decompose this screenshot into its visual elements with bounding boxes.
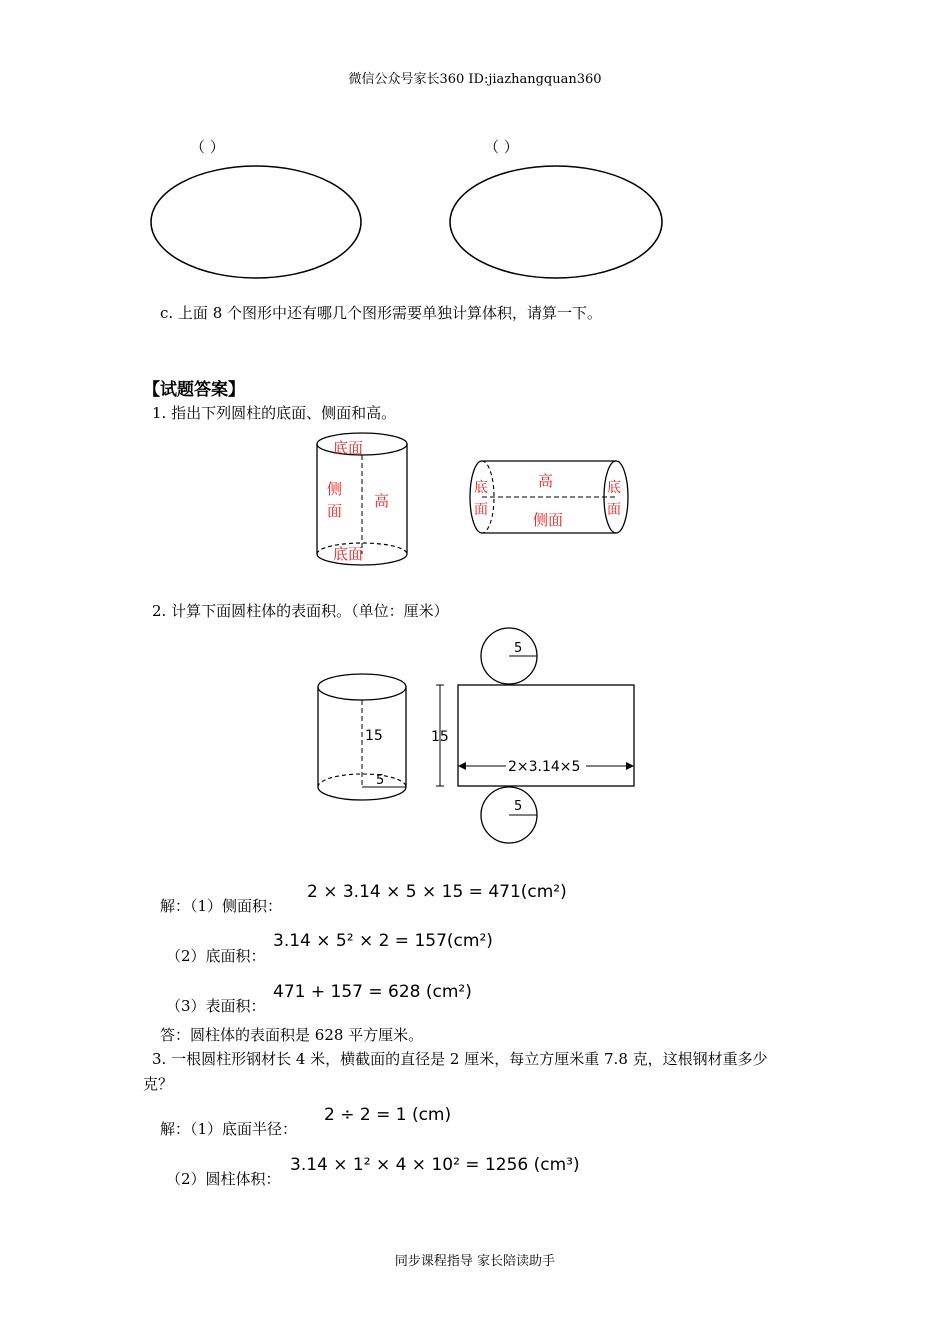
answers-title: 【试题答案】 (143, 380, 245, 400)
page-header: 微信公众号家长360 ID:jiazhangquan360 (348, 72, 602, 87)
oval-figures (150, 160, 670, 285)
oval-right (450, 166, 662, 278)
q3-text-line2: 克？ (143, 1075, 174, 1093)
label-left-base-2: 面 (474, 502, 488, 518)
net-height-label: 15 (431, 729, 449, 745)
q2-text: 2. 计算下面圆柱体的表面积。（单位：厘米） (152, 602, 449, 620)
blank-right: （ ） (484, 138, 519, 156)
oval-left (151, 166, 361, 278)
net-width-label: 2×3.14×5 (508, 759, 581, 775)
label-right-base-2: 面 (607, 502, 621, 518)
q2-step1-label: 解：（1）侧面积： (160, 897, 283, 915)
lying-cylinder-figure (468, 455, 638, 543)
q3-step2-formula: 3.14 × 1² × 4 × 10² = 1256 (cm³) (290, 1155, 580, 1175)
top-circle-radius: 5 (514, 641, 523, 656)
blank-left: （ ） (190, 138, 225, 156)
q2-step3-formula: 471 + 157 = 628 (cm²) (273, 982, 472, 1002)
label-lying-side: 侧面 (533, 511, 564, 529)
page-footer: 同步课程指导 家长陪读助手 (394, 1254, 556, 1269)
question-c: c. 上面 8 个图形中还有哪几个图形需要单独计算体积，请算一下。 (160, 304, 603, 322)
label-left-base-1: 底 (474, 480, 488, 496)
label-bottom: 底面 (333, 545, 364, 563)
q2-step1-formula: 2 × 3.14 × 5 × 15 = 471(cm²) (307, 882, 567, 902)
q3-step1-formula: 2 ÷ 2 = 1 (cm) (324, 1105, 452, 1125)
label-right-base-1: 底 (607, 480, 621, 496)
q1-text: 1. 指出下列圆柱的底面、侧面和高。 (152, 404, 397, 422)
label-top: 底面 (333, 439, 364, 457)
label-lying-height: 高 (538, 472, 554, 490)
upright-cylinder-figure (310, 430, 420, 570)
q3-step2-label: （2）圆柱体积： (166, 1170, 281, 1188)
label-height: 高 (374, 492, 390, 510)
q2-step2-label: （2）底面积： (166, 947, 266, 965)
q2-answer: 答：圆柱体的表面积是 628 平方厘米。 (160, 1026, 424, 1044)
q2-radius-label: 5 (376, 773, 385, 788)
q2-cylinder-figure (312, 670, 412, 806)
label-side-1: 侧 (327, 480, 343, 498)
q3-step1-label: 解：（1）底面半径： (160, 1120, 298, 1138)
bottom-circle-radius: 5 (514, 799, 523, 814)
q2-net-figure (428, 624, 640, 846)
q2-height-label: 15 (365, 728, 383, 744)
q3-text-line1: 3. 一根圆柱形钢材长 4 米，横截面的直径是 2 厘米，每立方厘米重 7.8 克，这根钢材重多少 (152, 1050, 768, 1068)
q2-step3-label: （3）表面积： (166, 997, 266, 1015)
label-side-2: 面 (327, 502, 343, 520)
q2-step2-formula: 3.14 × 5² × 2 = 157(cm²) (273, 931, 493, 951)
